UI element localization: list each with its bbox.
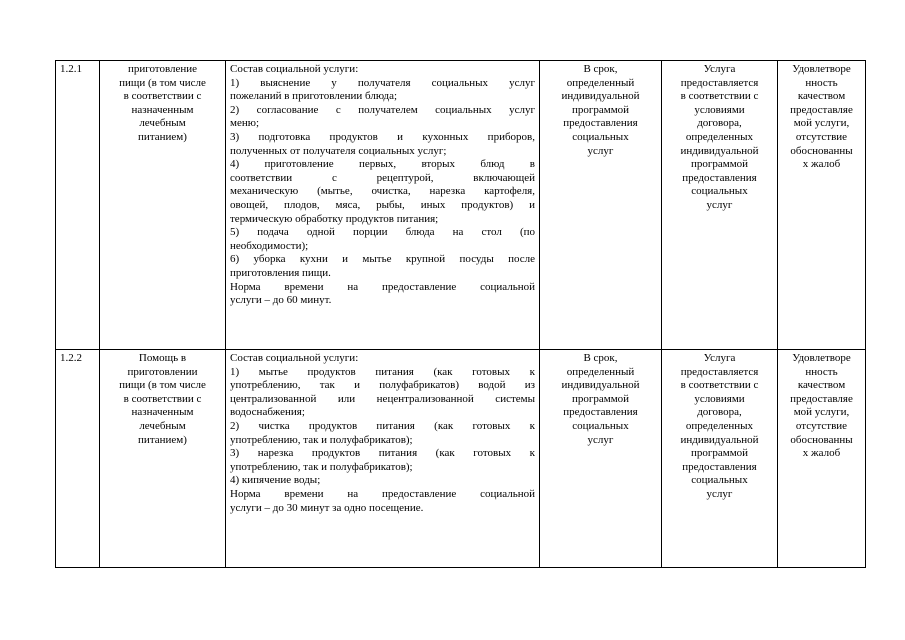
cell-text-line: определенных [685, 130, 754, 143]
cell-text-line: обоснованны [790, 433, 853, 446]
cell-text-line: предоставления [682, 460, 757, 473]
table-row [56, 350, 866, 568]
description-line: необходимости); [230, 239, 309, 252]
cell-text-line: предоставления [563, 117, 638, 130]
cell-text-line: определенных [685, 419, 754, 432]
description-line: полученных от получателя социальных услуг; [230, 144, 447, 157]
cell-text-line: приготовлении [127, 365, 198, 378]
description-line: водоснабжения; [230, 406, 305, 419]
description-line: Состав социальной услуги: [230, 63, 359, 75]
description-line: соответствии с рецептурой, включающей [230, 171, 535, 184]
cell-text-line: в соответствии с [123, 90, 202, 103]
service-name-cell [100, 350, 226, 568]
cell-text-line: предоставляется [680, 365, 759, 378]
cell-text-line: договора, [697, 117, 742, 130]
cell-text-line: социальных [691, 185, 748, 198]
description-line: централизованной или нецентрализованной системы [230, 392, 535, 405]
cell-text-line: в соответствии с [680, 379, 759, 392]
cell-text-line: Удовлетворе [792, 63, 851, 75]
description-line: термическую обработку продуктов питания; [230, 212, 439, 225]
service-evaluation-cell [778, 350, 866, 568]
service-condition-cell [662, 61, 778, 350]
description-line: 3) подготовка продуктов и кухонных приборов, [230, 130, 535, 143]
service-number: 1.2.2 [60, 352, 82, 364]
cell-text-line: качеством [797, 379, 846, 392]
cell-text-line: питанием) [138, 433, 187, 446]
cell-text-line: договора, [697, 406, 742, 419]
cell-text-line: в соответствии с [123, 392, 202, 405]
description-line: механическую (мытье, очистка, нарезка картофеля, [230, 185, 535, 198]
cell-text-line: услуг [706, 487, 733, 500]
description-line: 6) уборка кухни и мытье крупной посуды после [230, 253, 535, 266]
description-line: пожеланий в приготовлении блюда; [230, 90, 398, 103]
cell-text-line: питанием) [138, 130, 187, 143]
cell-text-line: предоставления [682, 171, 757, 184]
cell-text-line: в соответствии с [680, 90, 759, 103]
description-line: Состав социальной услуги: [230, 352, 359, 364]
service-term-cell [540, 61, 662, 350]
service-evaluation-cell [778, 61, 866, 350]
cell-text-line: условиями [694, 103, 745, 116]
description-line: овощей, плодов, мяса, рыбы, иных продуктов) и [230, 198, 535, 211]
cell-text-line: предоставляе [790, 392, 853, 405]
description-line: 3) нарезка продуктов питания (как готовых к [230, 447, 535, 460]
cell-text-line: приготовление [127, 63, 198, 75]
description-line: 1) мытье продуктов питания (как готовых к [230, 365, 535, 378]
cell-text-line: условиями [694, 392, 745, 405]
cell-text-line: мой услуги, [793, 406, 850, 419]
cell-text-line: В срок, [583, 63, 618, 75]
cell-text-line: Помощь в [138, 352, 187, 364]
cell-text-line: отсутствие [795, 130, 848, 143]
cell-text-line: отсутствие [795, 419, 848, 432]
service-description-cell [226, 350, 540, 568]
cell-text-line: лечебным [139, 419, 186, 432]
description-line: 4) приготовление первых, вторых блюд в [230, 158, 535, 171]
description-line: 1) выяснение у получателя социальных услуг [230, 76, 535, 89]
description-line: Норма времени на предоставление социальной [230, 280, 535, 293]
description-line: услуги – до 30 минут за одно посещение. [230, 501, 424, 514]
description-line: 2) чистка продуктов питания (как готовых к [230, 419, 535, 432]
cell-text-line: х жалоб [802, 447, 841, 460]
cell-text-line: предоставляе [790, 103, 853, 116]
cell-text-line: программой [571, 392, 630, 405]
service-number-cell [56, 350, 100, 568]
service-number: 1.2.1 [60, 63, 82, 75]
cell-text-line: программой [690, 447, 749, 460]
social-services-table [55, 60, 866, 568]
cell-text-line: программой [571, 103, 630, 116]
service-term-cell [540, 350, 662, 568]
cell-text-line: пищи (в том числе [119, 76, 206, 89]
cell-text-line: В срок, [583, 352, 618, 364]
description-line: 2) согласование с получателем социальных услуг [230, 103, 535, 116]
cell-text-line: социальных [572, 419, 629, 432]
cell-text-line: услуг [706, 198, 733, 211]
description-line: 4) кипячение воды; [230, 474, 321, 487]
cell-text-line: нность [805, 365, 838, 378]
cell-text-line: индивидуальной [680, 433, 759, 446]
cell-text-line: х жалоб [802, 158, 841, 171]
cell-text-line: Удовлетворе [792, 352, 851, 364]
table-row [56, 61, 866, 350]
description-line: приготовления пищи. [230, 266, 331, 279]
cell-text-line: индивидуальной [680, 144, 759, 157]
description-line: употреблению, так и полуфабрикатов); [230, 460, 413, 473]
cell-text-line: назначенным [131, 406, 194, 419]
cell-text-line: Услуга [703, 352, 736, 364]
cell-text-line: нность [805, 76, 838, 89]
cell-text-line: индивидуальной [561, 90, 640, 103]
cell-text-line: предоставляется [680, 76, 759, 89]
cell-text-line: определенный [566, 365, 635, 378]
cell-text-line: услуг [587, 433, 614, 446]
cell-text-line: индивидуальной [561, 379, 640, 392]
cell-text-line: мой услуги, [793, 117, 850, 130]
cell-text-line: программой [690, 158, 749, 171]
cell-text-line: социальных [572, 130, 629, 143]
cell-text-line: лечебным [139, 117, 186, 130]
description-line: 5) подача одной порции блюда на стол (по [230, 226, 535, 239]
service-condition-cell [662, 350, 778, 568]
description-line: употреблению, так и полуфабрикатов) водой из [230, 379, 535, 392]
cell-text-line: услуг [587, 144, 614, 157]
cell-text-line: предоставления [563, 406, 638, 419]
description-line: меню; [230, 117, 260, 130]
cell-text-line: социальных [691, 474, 748, 487]
service-number-cell [56, 61, 100, 350]
cell-text-line: назначенным [131, 103, 194, 116]
service-name-cell [100, 61, 226, 350]
description-line: Норма времени на предоставление социальной [230, 487, 535, 500]
cell-text-line: качеством [797, 90, 846, 103]
description-line: услуги – до 60 минут. [230, 294, 332, 307]
cell-text-line: пищи (в том числе [119, 379, 206, 392]
cell-text-line: Услуга [703, 63, 736, 75]
cell-text-line: определенный [566, 76, 635, 89]
cell-text-line: обоснованны [790, 144, 853, 157]
service-description-cell [226, 61, 540, 350]
description-line: употреблению, так и полуфабрикатов); [230, 433, 413, 446]
